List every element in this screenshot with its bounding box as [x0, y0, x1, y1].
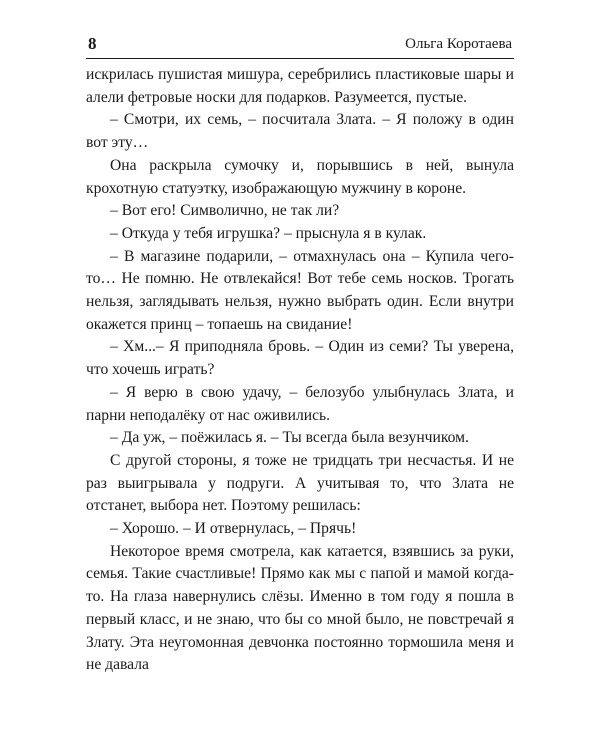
body-text: [86, 64, 514, 677]
paragraph: искрилась пушистая мишура, серебрились пластиковые шары и алели фетровые носки для подарков. Разумеется, пустые.: [86, 66, 514, 106]
paragraph: – Откуда у тебя игрушка? – прыснула я в кулак.: [110, 224, 427, 242]
paragraph: – Вот его! Символично, не так ли?: [110, 202, 340, 220]
page-number: 8: [88, 34, 97, 53]
paragraph: – В магазине подарили, – отмахнулась она – Купила чего-то… Не помню. Не отвлекайся! Вот тебе семь носков. Трогать нельзя, заглядывать нельзя, нужно выбрать один. Если внутри окажется принц – топаешь на свидание!: [86, 247, 514, 333]
paragraph: Некоторое время смотрела, как катается, взявшись за руки, семья. Такие счастливые! Прямо как мы с папой и мамой когда-то. На глаза навернулись слёзы. Именно в том году я пошла в первый класс, и не знаю, что бы со мной было, не повстречай я Злату. Эта неугомонная девчонка постоянно тормошила меня и не давала: [86, 542, 514, 674]
running-head-author: Ольга Коротаева: [405, 36, 512, 52]
paragraph: – Я верю в свою удачу, – белозубо улыбнулась Злата, и парни неподалёку от нас оживились.: [86, 383, 514, 424]
paragraph: Она раскрыла сумочку и, порывшись в ней, вынула крохотную статуэтку, изображающую мужчину в короне.: [86, 156, 514, 197]
paragraph: – Хм...– Я приподняла бровь. – Один из семи? Ты уверена, что хочешь играть?: [86, 338, 514, 379]
paragraph: – Да уж, – поёжилась я. – Ты всегда была везунчиком.: [110, 429, 469, 447]
paragraph: – Хорошо. – И отвернулась, – Прячь!: [110, 520, 357, 538]
paragraph: – Смотри, их семь, – посчитала Злата. – Я положу в один вот эту…: [86, 111, 514, 152]
page-header: [86, 32, 514, 59]
paragraph: С другой стороны, я тоже не тридцать три несчастья. И не раз выигрывала у подруги. А учитывая то, что Злата не отстанет, выбора нет. Поэтому решилась:: [86, 451, 514, 515]
